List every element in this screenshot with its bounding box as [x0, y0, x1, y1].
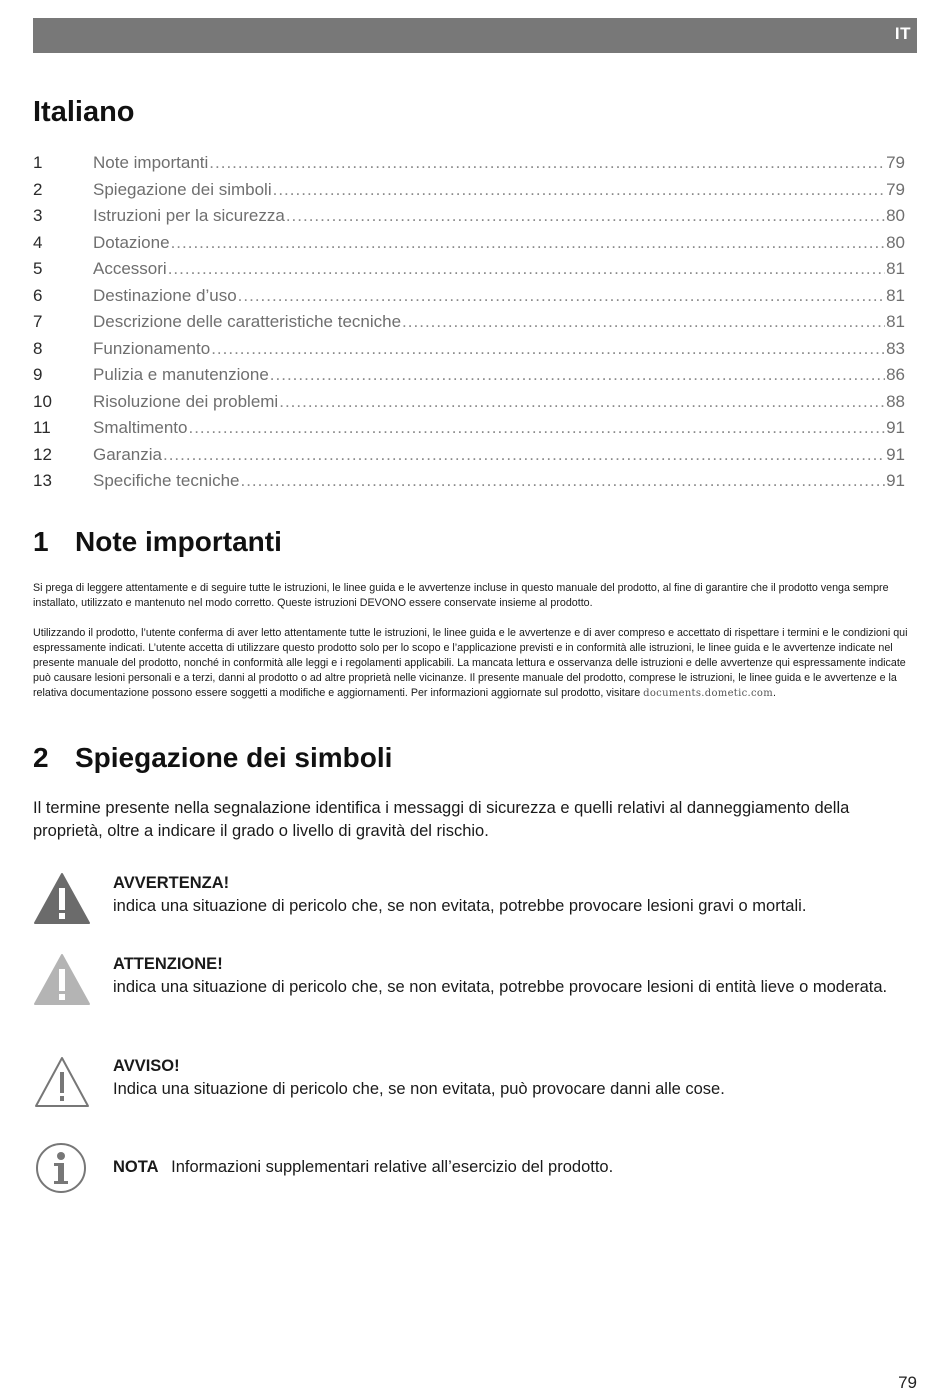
- section-title: Note importanti: [75, 526, 282, 557]
- toc-entry-number: 11: [33, 418, 51, 437]
- page-number: 79: [898, 1373, 917, 1392]
- toc-entry-number: 6: [33, 285, 43, 305]
- toc-entry-title: Descrizione delle caratteristiche tecniche: [93, 312, 402, 331]
- toc-entry-number: 8: [33, 338, 43, 358]
- toc-entry-page: 81: [886, 285, 905, 305]
- toc-entry[interactable]: [33, 418, 905, 445]
- toc-entry-page: 91: [886, 444, 905, 464]
- toc-entry[interactable]: [33, 312, 905, 339]
- toc-entry[interactable]: [33, 471, 905, 498]
- toc-entry-title: Specifiche tecniche: [93, 471, 240, 490]
- toc-entry[interactable]: [33, 153, 905, 180]
- toc-entry-number: 5: [33, 259, 43, 278]
- symbol-description: Informazioni supplementari relative all’esercizio del prodotto.: [171, 1158, 614, 1176]
- section-1-heading: [33, 526, 282, 558]
- toc-leader-dots: [168, 259, 885, 279]
- toc-leader-dots: [273, 180, 885, 200]
- toc-entry-page: 80: [886, 206, 905, 225]
- toc-entry-page: 86: [886, 365, 905, 384]
- toc-leader-dots: [270, 365, 885, 385]
- toc-entry-title: Note importanti: [93, 153, 209, 172]
- toc-leader-dots: [279, 392, 885, 412]
- symbol-label: AVVERTENZA!: [113, 874, 230, 892]
- toc-entry-number: 9: [33, 365, 43, 384]
- toc-entry-title: Pulizia e manutenzione: [93, 365, 269, 384]
- toc-leader-dots: [238, 286, 885, 306]
- toc-entry-page: 79: [886, 153, 905, 172]
- toc-entry-number: 3: [33, 206, 43, 225]
- section-2-heading: [33, 742, 392, 774]
- table-of-contents: [33, 153, 905, 498]
- section-title: Spiegazione dei simboli: [75, 742, 393, 773]
- toc-entry[interactable]: [33, 365, 905, 392]
- toc-entry-page: 91: [886, 418, 905, 437]
- section-1-paragraph-2: [33, 626, 913, 701]
- toc-entry-page: 79: [886, 179, 905, 199]
- toc-leader-dots: [286, 206, 885, 226]
- toc-leader-dots: [211, 339, 885, 359]
- website-link[interactable]: documents.dometic.com: [643, 688, 774, 699]
- toc-entry-title: Garanzia: [93, 444, 162, 464]
- toc-entry-title: Dotazione: [93, 232, 170, 252]
- toc-entry[interactable]: [33, 180, 905, 207]
- document-title: Italiano: [33, 96, 135, 128]
- toc-entry-page: 81: [886, 312, 905, 331]
- toc-entry-title: Accessori: [93, 259, 167, 278]
- toc-leader-dots: [171, 233, 886, 253]
- symbol-description: Indica una situazione di pericolo che, se non evitata, può provocare danni alle cose.: [113, 1080, 725, 1098]
- toc-entry[interactable]: [33, 286, 905, 313]
- caution-triangle-icon: [33, 953, 91, 1007]
- toc-entry-title: Destinazione d’uso: [93, 285, 237, 305]
- toc-entry[interactable]: [33, 206, 905, 233]
- notice-triangle-icon: [33, 1055, 91, 1109]
- toc-entry-page: 81: [886, 259, 905, 278]
- toc-entry[interactable]: [33, 233, 905, 260]
- symbol-label: NOTA: [113, 1158, 159, 1176]
- language-code: IT: [894, 24, 911, 43]
- toc-entry-number: 13: [33, 471, 52, 490]
- toc-entry-title: Istruzioni per la sicurezza: [93, 206, 285, 225]
- toc-entry-number: 4: [33, 232, 43, 252]
- symbol-description: indica una situazione di pericolo che, se non evitata, potrebbe provocare lesioni di entità lieve o moderata.: [113, 978, 888, 996]
- section-number: 2: [33, 742, 49, 773]
- toc-entry[interactable]: [33, 445, 905, 472]
- toc-entry-page: 83: [886, 338, 905, 358]
- warning-triangle-icon: [33, 872, 91, 926]
- toc-leader-dots: [188, 418, 885, 438]
- toc-leader-dots: [209, 153, 885, 173]
- toc-leader-dots: [240, 471, 885, 491]
- toc-entry-number: 2: [33, 179, 43, 199]
- section-number: 1: [33, 526, 49, 557]
- toc-entry-title: Spiegazione dei simboli: [93, 179, 272, 199]
- language-header-bar: [33, 18, 917, 53]
- toc-entry-number: 10: [33, 391, 52, 411]
- toc-entry-number: 12: [33, 444, 52, 464]
- toc-entry-title: Smaltimento: [93, 418, 188, 437]
- toc-entry[interactable]: [33, 259, 905, 286]
- toc-entry-title: Funzionamento: [93, 338, 211, 358]
- toc-entry[interactable]: [33, 339, 905, 366]
- toc-leader-dots: [402, 312, 885, 332]
- toc-entry-page: 80: [886, 232, 905, 252]
- toc-entry-page: 88: [886, 391, 905, 411]
- symbol-label: AVVISO!: [113, 1057, 180, 1075]
- symbol-label: ATTENZIONE!: [113, 955, 223, 973]
- paragraph-text: Utilizzando il prodotto, l’utente conferma di aver letto attentamente tutte le istruzioni, le linee guida e le avvertenze e di aver compreso e accettato di rispettare i termini e le condizioni qui espressamente indicati. L’utente accetta di utilizzare questo prodotto solo per lo scopo e l’applicazione previsti e in conformità alle istruzioni, le linee guida e le avvertenze indicate nel presente manuale del prodotto, nonché in conformità alle leggi e i regolamenti applicabili. La mancata lettura e osservanza delle istruzioni e delle avvertenze qui espressamente indicate può causare lesioni personali e a terzi, danni al prodotto o ad altre proprietà nelle vicinanze. Il presente manuale del prodotto, comprese le istruzioni, le linee guida e le avvertenze e la relativa documentazione possono essere soggetti a modifiche e aggiornamenti. Per informazioni aggiornate sul prodotto, visitare: [33, 627, 908, 699]
- toc-leader-dots: [163, 445, 885, 465]
- toc-entry[interactable]: [33, 392, 905, 419]
- section-1-paragraph-1: Si prega di leggere attentamente e di seguire tutte le istruzioni, le linee guida e le avvertenze incluse in questo manuale del prodotto, al fine di garantire che il prodotto venga sempre installato, utilizzato e mantenuto nel modo corretto. Queste istruzioni DEVONO essere conservate insieme al prodotto.: [33, 582, 889, 609]
- toc-entry-number: 1: [33, 153, 43, 172]
- section-2-intro: Il termine presente nella segnalazione identifica i messaggi di sicurezza e quelli relativi al danneggiamento della proprietà, oltre a indicare il grado o livello di gravità del rischio.: [33, 799, 850, 840]
- paragraph-end: .: [773, 687, 776, 699]
- toc-entry-number: 7: [33, 312, 43, 331]
- toc-entry-title: Risoluzione dei problemi: [93, 391, 279, 411]
- info-circle-icon: [33, 1141, 91, 1195]
- symbol-description: indica una situazione di pericolo che, se non evitata, potrebbe provocare lesioni gravi o mortali.: [113, 897, 807, 915]
- toc-entry-page: 91: [886, 471, 905, 490]
